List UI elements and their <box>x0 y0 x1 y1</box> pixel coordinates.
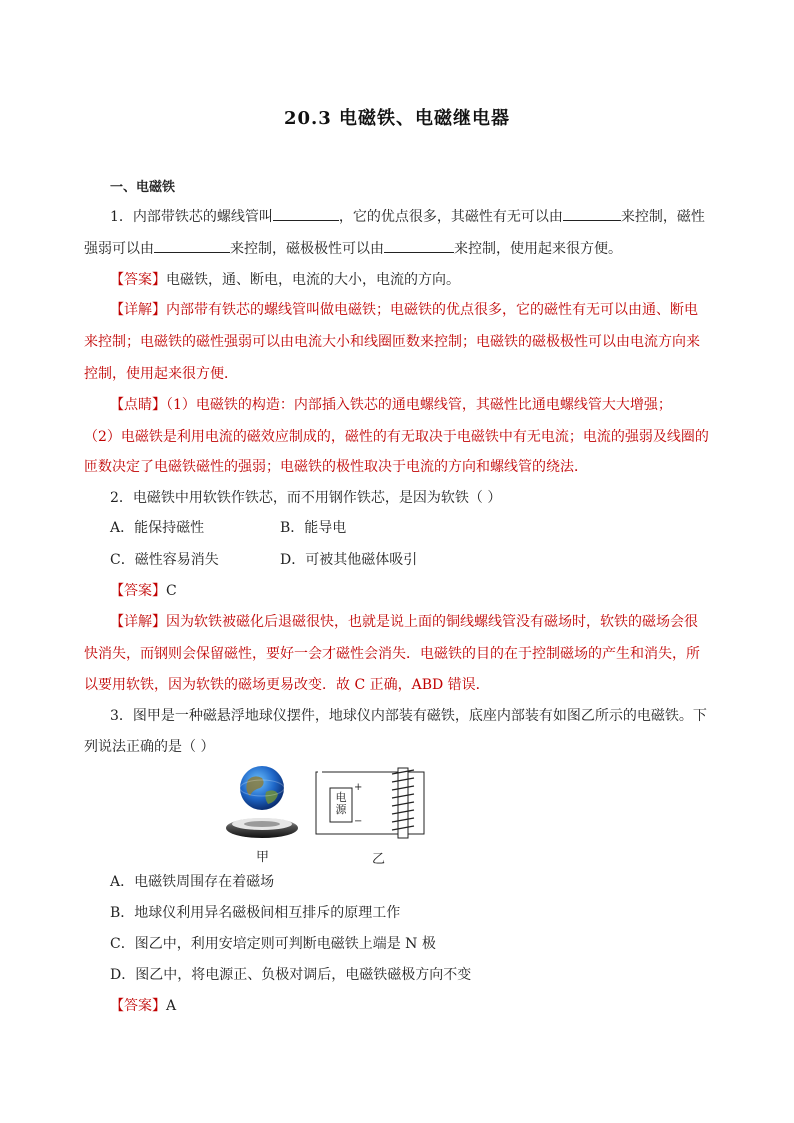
q2-option-c: C．磁性容易消失 <box>110 552 219 568</box>
q2-detail-line3: 以要用软铁，因为软铁的磁场更易改变．故 C 正确，ABD 错误． <box>84 677 490 693</box>
q2-detail-line2: 快消失，而钢则会保留磁性，要好一会才磁性会消失．电磁铁的目的在于控制磁场的产生和消失，所 <box>84 646 700 662</box>
q2-answer: 【答案】C <box>110 583 177 599</box>
q3-answer: 【答案】A <box>110 998 177 1014</box>
negative-terminal-label: − <box>354 816 363 827</box>
q3-figure <box>220 762 450 867</box>
q2-option-d: D．可被其他磁体吸引 <box>280 552 418 568</box>
q1-point-line1: 【点睛】（1）电磁铁的构造：内部插入铁芯的通电螺线管，其磁性比通电螺线管大大增强； <box>110 397 672 413</box>
positive-terminal-label: + <box>354 782 363 793</box>
q3-option-b: B．地球仪利用异名磁极间相互排斥的原理工作 <box>110 905 401 921</box>
q3-option-c: C．图乙中，利用安培定则可判断电磁铁上端是 N 极 <box>110 936 436 952</box>
q3-stem-line1: 3．图甲是一种磁悬浮地球仪摆件，地球仪内部装有磁铁，底座内部装有如图乙所示的电磁铁。下 <box>110 708 707 724</box>
answer-blank <box>563 206 621 221</box>
q1-detail-line3: 控制，使用起来很方便． <box>84 366 238 382</box>
page-title: 20.3 电磁铁、电磁继电器 <box>283 108 511 129</box>
q1-point-line2: （2）电磁铁是利用电流的磁效应制成的，磁性的有无取决于电磁铁中有无电流；电流的强弱及线圈的 <box>84 429 709 445</box>
power-source-label: 电源 <box>335 791 347 816</box>
q1-detail-line1: 【详解】内部带有铁芯的螺线管叫做电磁铁；电磁铁的优点很多，它的磁性有无可以由通、断电 <box>110 302 698 318</box>
q3-option-d: D．图乙中，将电源正、负极对调后，电磁铁磁极方向不变 <box>110 967 472 983</box>
q2-option-b: B．能导电 <box>280 520 347 536</box>
figure-caption-jia: 甲 <box>256 850 270 865</box>
answer-blank <box>154 238 230 253</box>
q3-stem-line2: 列说法正确的是（ ） <box>84 739 215 755</box>
q2-detail-line1: 【详解】因为软铁被磁化后退磁很快，也就是说上面的铜线螺线管没有磁场时，软铁的磁场会很 <box>110 614 698 630</box>
q2-option-a: A．能保持磁性 <box>110 520 205 536</box>
q3-option-a: A．电磁铁周围存在着磁场 <box>110 874 275 890</box>
q1-detail-line2: 来控制；电磁铁的磁性强弱可以由电流大小和线圈匝数来控制；电磁铁的磁极极性可以由电流方向来 <box>84 334 700 350</box>
figure-caption-yi: 乙 <box>372 852 386 867</box>
section-heading: 一、电磁铁 <box>110 180 176 195</box>
q1-stem-line1: 1．内部带铁芯的螺线管叫 ，它的优点很多，其磁性有无可以由 来控制，磁性 <box>110 206 714 227</box>
answer-blank <box>273 206 339 221</box>
q1-stem-line2: 强弱可以由 来控制，磁极极性可以由 来控制，使用起来很方便。 <box>84 238 714 259</box>
q2-stem: 2．电磁铁中用软铁作铁芯，而不用钢作铁芯，是因为软铁（ ） <box>110 490 502 506</box>
answer-blank <box>384 238 454 253</box>
q1-answer: 【答案】电磁铁，通、断电，电流的大小，电流的方向。 <box>110 272 460 288</box>
q1-point-line3: 匝数决定了电磁铁磁性的强弱；电磁铁的极性取决于电流的方向和螺线管的绕法． <box>84 459 588 475</box>
